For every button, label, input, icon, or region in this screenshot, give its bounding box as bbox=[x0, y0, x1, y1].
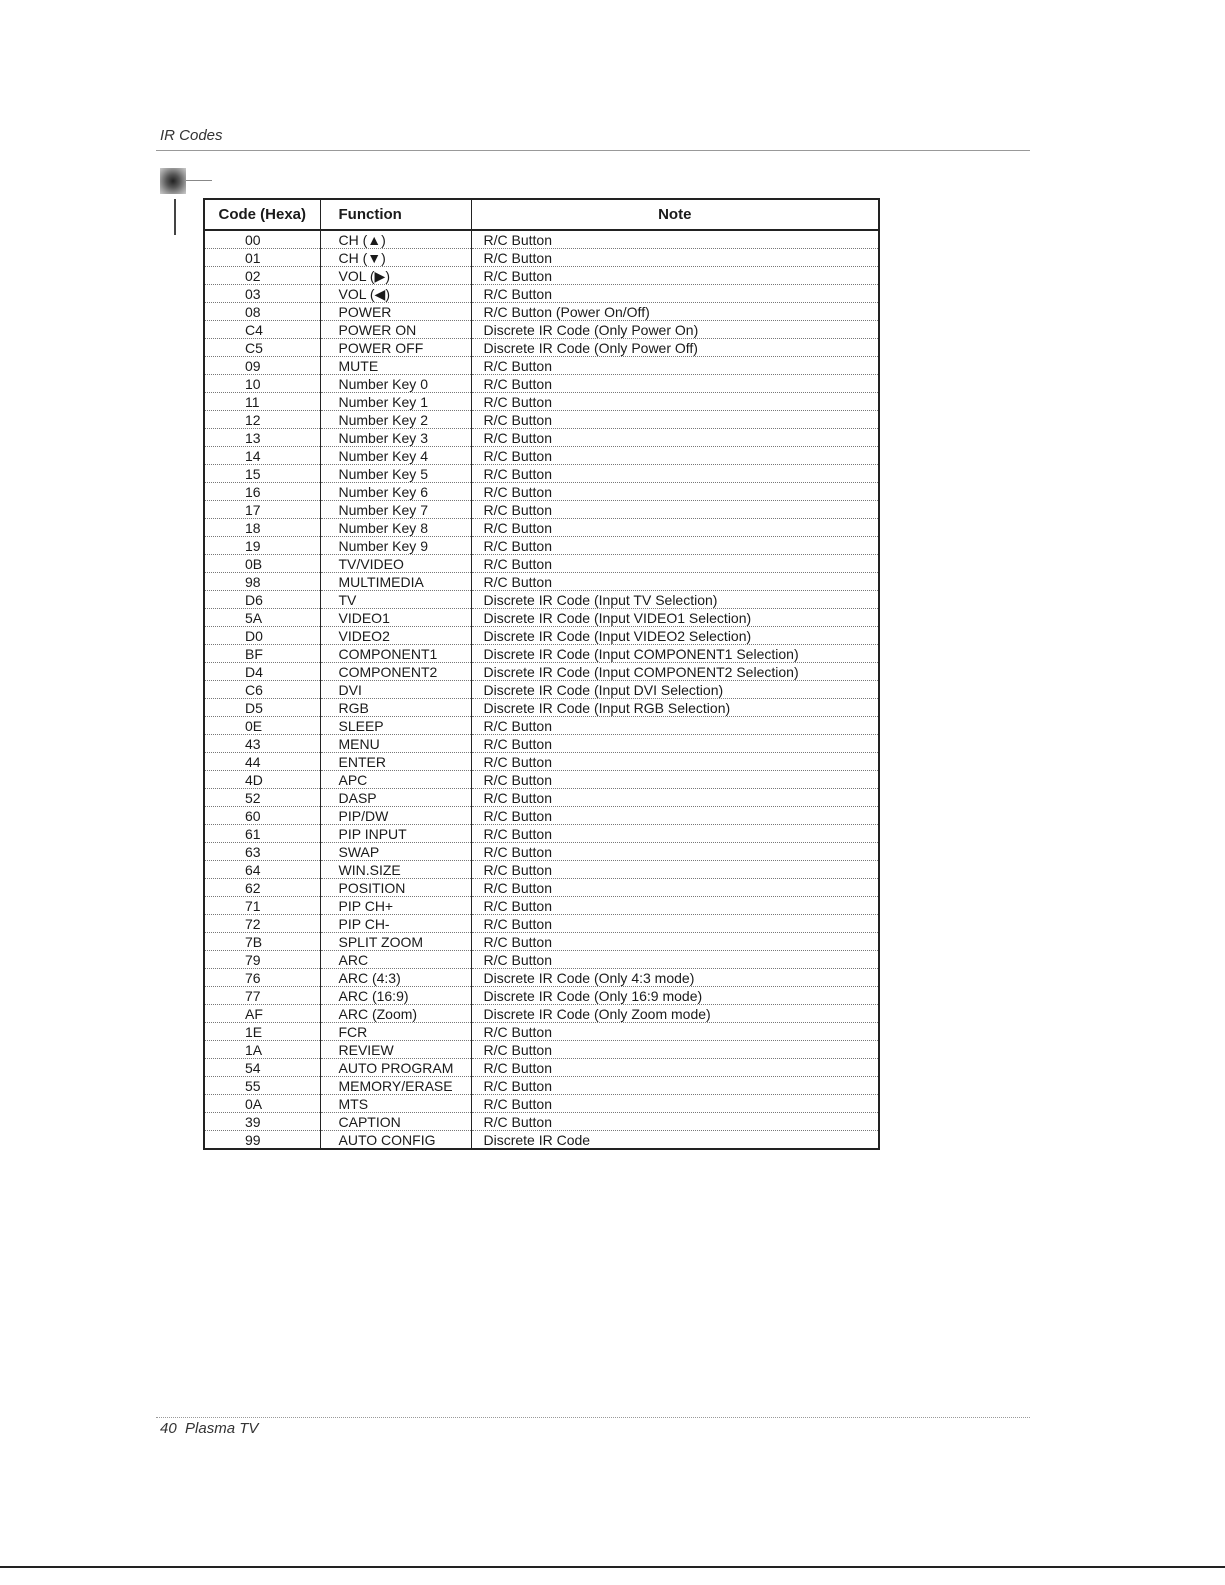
table-row bbox=[204, 357, 879, 375]
function-cell: MEMORY/ERASE bbox=[320, 1077, 471, 1095]
note-cell: R/C Button bbox=[471, 1077, 879, 1095]
code-cell: 5A bbox=[204, 609, 320, 627]
code-cell: 1A bbox=[204, 1041, 320, 1059]
table-row bbox=[204, 771, 879, 789]
code-cell: C5 bbox=[204, 339, 320, 357]
note-cell: R/C Button bbox=[471, 1095, 879, 1113]
function-cell: APC bbox=[320, 771, 471, 789]
note-cell: Discrete IR Code (Input VIDEO1 Selection) bbox=[471, 609, 879, 627]
function-cell: ARC bbox=[320, 951, 471, 969]
note-cell: R/C Button bbox=[471, 771, 879, 789]
table-row bbox=[204, 861, 879, 879]
note-cell: Discrete IR Code (Only Power Off) bbox=[471, 339, 879, 357]
note-cell: Discrete IR Code bbox=[471, 1131, 879, 1150]
table-row bbox=[204, 753, 879, 771]
function-cell: TV bbox=[320, 591, 471, 609]
function-cell: VOL (◀) bbox=[320, 285, 471, 303]
note-cell: R/C Button bbox=[471, 789, 879, 807]
note-cell: R/C Button bbox=[471, 555, 879, 573]
function-cell: POWER ON bbox=[320, 321, 471, 339]
function-cell: Number Key 6 bbox=[320, 483, 471, 501]
function-cell: DVI bbox=[320, 681, 471, 699]
code-cell: 98 bbox=[204, 573, 320, 591]
code-cell: D5 bbox=[204, 699, 320, 717]
page-header-title: IR Codes bbox=[160, 127, 223, 144]
function-cell: PIP CH- bbox=[320, 915, 471, 933]
table-row bbox=[204, 663, 879, 681]
function-cell: PIP INPUT bbox=[320, 825, 471, 843]
column-header-note: Note bbox=[471, 199, 879, 230]
code-cell: 61 bbox=[204, 825, 320, 843]
code-cell: 0A bbox=[204, 1095, 320, 1113]
note-cell: Discrete IR Code (Input RGB Selection) bbox=[471, 699, 879, 717]
table-row bbox=[204, 1041, 879, 1059]
note-cell: R/C Button bbox=[471, 1041, 879, 1059]
code-cell: 44 bbox=[204, 753, 320, 771]
function-cell: COMPONENT2 bbox=[320, 663, 471, 681]
table-row bbox=[204, 249, 879, 267]
function-cell: MUTE bbox=[320, 357, 471, 375]
table-row bbox=[204, 987, 879, 1005]
code-cell: 99 bbox=[245, 1132, 261, 1148]
note-cell: Discrete IR Code (Only Power On) bbox=[471, 321, 879, 339]
function-cell: Number Key 7 bbox=[320, 501, 471, 519]
code-cell: 0B bbox=[204, 555, 320, 573]
table-row bbox=[204, 465, 879, 483]
note-cell: R/C Button bbox=[471, 465, 879, 483]
function-cell: Number Key 2 bbox=[320, 411, 471, 429]
note-cell: R/C Button bbox=[471, 735, 879, 753]
function-cell: TV/VIDEO bbox=[320, 555, 471, 573]
table-row bbox=[204, 375, 879, 393]
note-cell: R/C Button bbox=[471, 411, 879, 429]
code-cell: D4 bbox=[204, 663, 320, 681]
table-row bbox=[204, 1023, 879, 1041]
table-row bbox=[204, 321, 879, 339]
note-cell: R/C Button bbox=[471, 897, 879, 915]
table-row bbox=[204, 519, 879, 537]
function-cell: Number Key 8 bbox=[320, 519, 471, 537]
table-row bbox=[204, 915, 879, 933]
code-cell: 62 bbox=[204, 879, 320, 897]
note-cell: Discrete IR Code (Input VIDEO2 Selection) bbox=[471, 627, 879, 645]
note-cell: Discrete IR Code (Only 16:9 mode) bbox=[471, 987, 879, 1005]
function-cell: ARC (16:9) bbox=[320, 987, 471, 1005]
note-cell: Discrete IR Code (Input COMPONENT2 Selection) bbox=[471, 663, 879, 681]
code-cell: 16 bbox=[204, 483, 320, 501]
code-cell: 77 bbox=[204, 987, 320, 1005]
function-cell: FCR bbox=[320, 1023, 471, 1041]
table-row bbox=[204, 789, 879, 807]
function-cell: PIP/DW bbox=[320, 807, 471, 825]
table-row bbox=[204, 1095, 879, 1113]
note-cell: R/C Button bbox=[471, 717, 879, 735]
table-row bbox=[204, 285, 879, 303]
table-row bbox=[204, 555, 879, 573]
code-cell: 71 bbox=[204, 897, 320, 915]
function-cell: ENTER bbox=[320, 753, 471, 771]
code-cell: 19 bbox=[204, 537, 320, 555]
function-cell: MULTIMEDIA bbox=[320, 573, 471, 591]
code-cell: 12 bbox=[204, 411, 320, 429]
note-cell: R/C Button bbox=[471, 573, 879, 591]
code-cell: C6 bbox=[204, 681, 320, 699]
section-marker-line bbox=[186, 180, 212, 181]
code-cell: 17 bbox=[204, 501, 320, 519]
code-cell: 72 bbox=[204, 915, 320, 933]
code-cell: 11 bbox=[204, 393, 320, 411]
note-cell: R/C Button bbox=[471, 825, 879, 843]
table-row bbox=[204, 573, 879, 591]
function-cell: COMPONENT1 bbox=[320, 645, 471, 663]
note-cell: R/C Button bbox=[471, 1059, 879, 1077]
note-cell: R/C Button bbox=[471, 1023, 879, 1041]
code-cell: AF bbox=[204, 1005, 320, 1023]
table-row bbox=[204, 717, 879, 735]
code-cell: 39 bbox=[204, 1113, 320, 1131]
note-cell: R/C Button bbox=[471, 843, 879, 861]
column-header-function: Function bbox=[320, 199, 471, 230]
table-row bbox=[204, 627, 879, 645]
function-cell: AUTO PROGRAM bbox=[320, 1059, 471, 1077]
table-row bbox=[204, 645, 879, 663]
ir-codes-table bbox=[203, 198, 880, 1150]
table-row bbox=[204, 1131, 879, 1150]
note-cell: R/C Button bbox=[471, 519, 879, 537]
code-cell: 15 bbox=[204, 465, 320, 483]
table-row bbox=[204, 537, 879, 555]
code-cell: 60 bbox=[204, 807, 320, 825]
code-cell: 76 bbox=[204, 969, 320, 987]
note-cell: Discrete IR Code (Only Zoom mode) bbox=[471, 1005, 879, 1023]
table-row bbox=[204, 1077, 879, 1095]
section-marker-bar bbox=[174, 199, 176, 235]
table-row bbox=[204, 609, 879, 627]
note-cell: Discrete IR Code (Only 4:3 mode) bbox=[471, 969, 879, 987]
note-cell: R/C Button bbox=[471, 1113, 879, 1131]
code-cell: 02 bbox=[204, 267, 320, 285]
note-cell: Discrete IR Code (Input COMPONENT1 Selection) bbox=[471, 645, 879, 663]
function-cell: ARC (Zoom) bbox=[320, 1005, 471, 1023]
function-cell: WIN.SIZE bbox=[320, 861, 471, 879]
note-cell: Discrete IR Code (Input TV Selection) bbox=[471, 591, 879, 609]
function-cell: Number Key 4 bbox=[320, 447, 471, 465]
column-header-code: Code (Hexa) bbox=[204, 199, 320, 230]
function-cell: Number Key 3 bbox=[320, 429, 471, 447]
code-cell: 63 bbox=[204, 843, 320, 861]
function-cell: AUTO CONFIG bbox=[320, 1131, 471, 1150]
function-cell: VOL (▶) bbox=[320, 267, 471, 285]
code-cell: 03 bbox=[204, 285, 320, 303]
code-cell: D6 bbox=[204, 591, 320, 609]
code-cell: 10 bbox=[204, 375, 320, 393]
note-cell: R/C Button bbox=[471, 375, 879, 393]
table-row bbox=[204, 681, 879, 699]
function-cell: SLEEP bbox=[320, 717, 471, 735]
note-cell: R/C Button (Power On/Off) bbox=[471, 303, 879, 321]
code-cell: 54 bbox=[204, 1059, 320, 1077]
table-row bbox=[204, 447, 879, 465]
note-cell: R/C Button bbox=[471, 951, 879, 969]
function-cell: Number Key 5 bbox=[320, 465, 471, 483]
table-row bbox=[204, 393, 879, 411]
function-cell: Number Key 1 bbox=[320, 393, 471, 411]
function-cell: VIDEO2 bbox=[320, 627, 471, 645]
code-cell: 00 bbox=[204, 230, 320, 249]
note-cell: R/C Button bbox=[471, 447, 879, 465]
note-cell: R/C Button bbox=[471, 915, 879, 933]
function-cell: REVIEW bbox=[320, 1041, 471, 1059]
code-cell: 1E bbox=[204, 1023, 320, 1041]
function-cell: ARC (4:3) bbox=[320, 969, 471, 987]
table-row bbox=[204, 843, 879, 861]
footer-divider bbox=[156, 1417, 1030, 1418]
note-cell: R/C Button bbox=[471, 357, 879, 375]
section-marker-icon bbox=[160, 168, 186, 194]
note-cell: R/C Button bbox=[471, 537, 879, 555]
table-row bbox=[204, 951, 879, 969]
table-row bbox=[204, 1113, 879, 1131]
function-cell: CAPTION bbox=[320, 1113, 471, 1131]
function-cell: SPLIT ZOOM bbox=[320, 933, 471, 951]
function-cell: RGB bbox=[320, 699, 471, 717]
table-row bbox=[204, 230, 879, 249]
table-row bbox=[204, 303, 879, 321]
table-row bbox=[204, 807, 879, 825]
note-cell: R/C Button bbox=[471, 861, 879, 879]
page-footer bbox=[160, 1420, 258, 1437]
code-cell: 55 bbox=[204, 1077, 320, 1095]
note-cell: R/C Button bbox=[471, 483, 879, 501]
note-cell: R/C Button bbox=[471, 267, 879, 285]
table-row bbox=[204, 699, 879, 717]
function-cell: CH (▲) bbox=[320, 230, 471, 249]
code-cell: 64 bbox=[204, 861, 320, 879]
code-cell: 08 bbox=[204, 303, 320, 321]
product-name: Plasma TV bbox=[185, 1420, 259, 1437]
note-cell: R/C Button bbox=[471, 807, 879, 825]
code-cell: D0 bbox=[204, 627, 320, 645]
note-cell: R/C Button bbox=[471, 285, 879, 303]
function-cell: MENU bbox=[320, 735, 471, 753]
table-row bbox=[204, 933, 879, 951]
table-row bbox=[204, 591, 879, 609]
note-cell: R/C Button bbox=[471, 933, 879, 951]
table-row bbox=[204, 501, 879, 519]
note-cell: R/C Button bbox=[471, 879, 879, 897]
code-cell: 13 bbox=[204, 429, 320, 447]
function-cell: POSITION bbox=[320, 879, 471, 897]
code-cell: 18 bbox=[204, 519, 320, 537]
code-cell: 0E bbox=[204, 717, 320, 735]
function-cell: POWER OFF bbox=[320, 339, 471, 357]
note-cell: R/C Button bbox=[471, 501, 879, 519]
table-row bbox=[204, 897, 879, 915]
code-cell: 7B bbox=[204, 933, 320, 951]
code-cell: 4D bbox=[204, 771, 320, 789]
code-cell: BF bbox=[204, 645, 320, 663]
table-row bbox=[204, 339, 879, 357]
code-cell: 43 bbox=[204, 735, 320, 753]
table-row bbox=[204, 969, 879, 987]
note-cell: Discrete IR Code (Input DVI Selection) bbox=[471, 681, 879, 699]
page-bottom-edge bbox=[0, 1566, 1225, 1568]
code-cell: 14 bbox=[204, 447, 320, 465]
code-cell: C4 bbox=[204, 321, 320, 339]
table-row bbox=[204, 411, 879, 429]
function-cell: SWAP bbox=[320, 843, 471, 861]
note-cell: R/C Button bbox=[471, 230, 879, 249]
table-row bbox=[204, 429, 879, 447]
table-row bbox=[204, 483, 879, 501]
note-cell: R/C Button bbox=[471, 753, 879, 771]
function-cell: POWER bbox=[320, 303, 471, 321]
function-cell: VIDEO1 bbox=[320, 609, 471, 627]
function-cell: MTS bbox=[320, 1095, 471, 1113]
function-cell: DASP bbox=[320, 789, 471, 807]
header-divider bbox=[156, 150, 1030, 151]
code-cell: 79 bbox=[204, 951, 320, 969]
function-cell: Number Key 0 bbox=[320, 375, 471, 393]
code-cell: 09 bbox=[204, 357, 320, 375]
code-cell: 52 bbox=[204, 789, 320, 807]
table-row bbox=[204, 267, 879, 285]
note-cell: R/C Button bbox=[471, 429, 879, 447]
function-cell: Number Key 9 bbox=[320, 537, 471, 555]
table-row bbox=[204, 735, 879, 753]
page-number: 40 bbox=[160, 1420, 177, 1437]
function-cell: CH (▼) bbox=[320, 249, 471, 267]
table-row bbox=[204, 825, 879, 843]
table-body bbox=[204, 230, 879, 1149]
table-header-row bbox=[204, 199, 879, 230]
table-row bbox=[204, 879, 879, 897]
note-cell: R/C Button bbox=[471, 393, 879, 411]
code-cell: 01 bbox=[204, 249, 320, 267]
table-row bbox=[204, 1059, 879, 1077]
function-cell: PIP CH+ bbox=[320, 897, 471, 915]
note-cell: R/C Button bbox=[471, 249, 879, 267]
table-row bbox=[204, 1005, 879, 1023]
